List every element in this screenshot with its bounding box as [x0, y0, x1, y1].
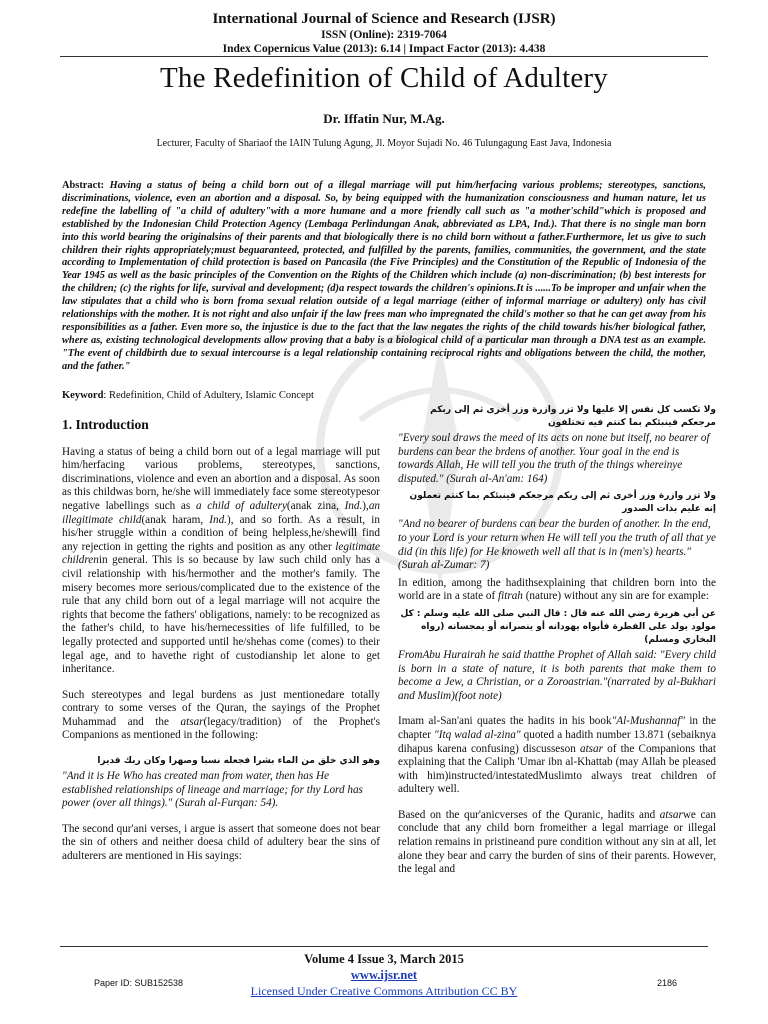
text-run: "Itq walad al-zina" — [434, 728, 521, 741]
footer-site-link[interactable]: www.ijsr.net — [350, 968, 418, 982]
journal-issn: ISSN (Online): 2319-7064 — [321, 29, 447, 42]
quote-anam: "Every soul draws the meed of its acts on none but itself, no bearer of burdens can bear the brdens of another. Your goal in the end is towards Allah, He will tell you the truth of the things whereinye disputed." (Surah al-An'am: 164) — [398, 432, 710, 485]
text-run: "Al-Mushannaf" — [611, 715, 686, 728]
footer-paper-id: Paper ID: SUB152538 — [94, 978, 184, 988]
keywords-label: Keyword — [62, 390, 104, 401]
text-run: legitimate children — [62, 540, 380, 567]
text-run: of the Companions that explaining that the Caliph 'Umar ibn al-Khattab (may Allah be pleased with him)instructed/intestatedMuslimto always treat children of adultery well. — [398, 742, 716, 796]
header-divider — [60, 56, 708, 57]
journal-index: Index Copernicus Value (2013): 6.14 | Impact Factor (2013): 4.438 — [222, 43, 546, 56]
arabic-verse-zumar: ولا تزر وازرة وزر أخرى ثم إلى ربكم مرجعكم فينبئكم بما كنتم تعملون إنه عليم بذات الصدور — [409, 491, 716, 515]
text-run: quoted a hadith number 13.871 (sebaiknya dihapus karena confusing) discusseson — [398, 728, 716, 755]
text-run: ), and so forth. As a result, in his/her struggle within a condition of being helpless,he/shewill find any rejection in getting the rights and position as any other — [62, 513, 381, 553]
text-run: In edition, among the hadithsexplaining that children born into the world are in a state of — [398, 576, 716, 603]
text-run: Such stereotypes and legal burdens as just mentionedare totally contrary to some verses of the Quran, the sayings of the Prophet Muhammad and the — [62, 688, 380, 728]
text-run: Based on the qur'anicverses of the Quranic, hadits and — [398, 808, 660, 821]
abstract-label: Abstract: — [62, 180, 105, 191]
sanani-paragraph — [398, 715, 716, 797]
text-run: an illegitimate child — [62, 499, 380, 526]
paper-author: Dr. Iffatin Nur, M.Ag. — [323, 111, 445, 126]
abstract — [62, 180, 706, 374]
text-run: (anak zina, — [286, 499, 345, 512]
text-run: atsar — [579, 742, 603, 755]
abstract-text: Having a status of being a child born out of a illegal marriage will put him/herfacing various problems; stereotypes, sanctions, discriminations, violence, even an abortion and a disposal. So, by being equipped with the humanization consciousness and human nature, let us redefine the labelling of "a child of adultery"with a more humane and a more friendly call such as "a mother'schild"which is proposed and established by the Indonesian Child Protection Agency (Lembaga Perlindungan Anak, abbreviated as LPA, Ind.). That there is no single man born into this world bearing the originalsins of their parents and that biologically there is no child born without a father.Furthermore, let us give to such children their rights appropriately;must beguaranteed, protected, and fulfilled by the parents, families, communities, the government, and the state according to Implementation of child protection is based on Pancasila (the Five Principles) and the Constitution of the Republic of Indonesia of the Year 1945 as well as the basic principles of the Convention on the Rights of the Children which include (a) non-discrimination; (b) best interests for the children; (c) the rights for life, survival and development; (d)a respect towards the children's opinions.It is ......To be improper and unfair when the law stipulates that a child who is born froma sexual relation outside of a legal marriage (either of informal marriage or adultery) only has civil relationships with the mother. It is not right and also unfair if the law frees man who impregnated the child's mother so that he can get away from his responsibilities as a father. Even more so, the injustice is due to the fact that the law negates the rights of the child towards his/her biological father, where as, existing technological developments allow proving that a baby is a biological child of a particular man through a DNA test as an example. "The event of childbirth due to sexual intercourse is a legal relationship containing reciprocal rights and obligations between the child, the mother, and the father." — [62, 180, 706, 372]
paper-title: The Redefinition of Child of Adultery — [160, 62, 608, 94]
text-run: atsar — [180, 715, 204, 728]
footer-license-link[interactable]: Licensed Under Creative Commons Attribution CC BY — [250, 984, 518, 998]
text-run: Imam al-San'ani quates the hadits in his book — [398, 715, 612, 728]
quote-zumar: "And no bearer of burdens can bear the burden of another. In the end, to your Lord is your return when He will tell you the truth of all that ye did (in this life) for He knoweth well all that is in (men's) hearts."(Surah al-Zumar: 7) — [398, 518, 716, 572]
text-run: in general. This is so because by law such child only has a civil relationship with his/hermother and the mother's family. The misery becomes more serious/complicated due to the existence of the rule that any child born out of a legal marriage will not acquire the rights that become the fathers' obligations, namely: to be recognized as the father's child, to have his/hernecessities of life fulfilled, to be legally protected and supported until he/shehas come (comes) to their legal age, and to havethe right of custodianship let alone to get inheritance. — [62, 554, 380, 676]
quote-hadith: FromAbu Hurairah he said thatthe Prophet of Allah said: "Every child is born in a state of nature, it is both parents that make them to become a Jew, a Christian, or a Zoroastrian."(narrated by al-Bukhari and Muslim)(foot note) — [398, 648, 716, 702]
text-run: a child of adultery — [195, 499, 287, 512]
text-run: (legacy/tradition) of the Prophet's Companions as mentioned in the following: — [62, 715, 380, 742]
intro-paragraph-2 — [62, 689, 380, 743]
conclusion-paragraph — [398, 809, 716, 877]
text-run: (nature) without any sin are for example: — [522, 590, 709, 603]
intro-paragraph-3: The second qur'ani verses, i argue is assert that someone does not bear the sin of others and neither doesa child of adultery bear the sins of adulterers are mentioned in His sayings: — [62, 822, 380, 863]
footer-volume: Volume 4 Issue 3, March 2015 — [304, 952, 464, 966]
arabic-verse-anam: ولا تكسب كل نفس إلا عليها ولا تزر وازرة وزر أخرى ثم إلى ربكم مرجعكم فينبئكم بما كنتم فيه تختلفون — [430, 405, 716, 428]
keywords-text: : Redefinition, Child of Adultery, Islamic Concept — [103, 390, 314, 401]
footer-divider — [60, 946, 708, 947]
section-heading-introduction: 1. Introduction — [62, 417, 149, 432]
arabic-hadith: عن أبي هريرة رضي الله عنه قال : قال النبي صلى الله عليه وسلم : كل مولود يولد على الفطرة فأبواه يهودانه أو ينصرانه أو يمجسانه (رواه البخاري ومسلم) — [400, 608, 716, 645]
footer-page-number: 2186 — [657, 978, 678, 988]
quote-furqan: "And it is He Who has created man from water, then has He established relationships of lineage and marriage; for thy Lord has power (over all things)." (Surah al-Furqan: 54). — [62, 770, 363, 810]
journal-name: International Journal of Science and Research (IJSR) — [212, 11, 556, 27]
intro-paragraph-1 — [62, 446, 380, 677]
text-run: we can conclude that any child born fromeither a legal marriage or illegal relation remains in pristineand pure condition without any sin at all, let alone they bear and carry the burden of sins of their parents. However, the legal and — [398, 808, 716, 876]
author-affiliation: Lecturer, Faculty of Shariaof the IAIN Tulung Agung, Jl. Moyor Sujadi No. 46 Tulungagung East Java, Indonesia — [156, 138, 612, 149]
hadith-intro-paragraph — [398, 577, 716, 604]
text-run: atsar — [659, 808, 683, 821]
arabic-verse-furqan: وهو الذي خلق من الماء بشرا فجعله نسبا وصهرا وكان ربك قديرا — [97, 756, 380, 767]
journal-header — [0, 10, 768, 56]
text-run: fitrah — [498, 590, 523, 603]
keywords — [62, 390, 392, 401]
text-run: Ind. — [344, 499, 363, 512]
text-run: (anak haram, — [141, 513, 210, 526]
left-column — [62, 418, 380, 876]
text-run: Ind. — [209, 513, 227, 526]
right-column — [398, 404, 716, 889]
text-run: ), — [362, 499, 369, 512]
text-run: in the chapter — [398, 715, 716, 741]
text-run: Having a status of being a child born out of a legal marriage will put him/herfacing various problems, stereotypes, sanctions, discriminations, violence and even an abortion and a disposal. As soon as this childwas born, he/she will immediately face some stereotypesor negative labellings such as — [62, 445, 380, 512]
